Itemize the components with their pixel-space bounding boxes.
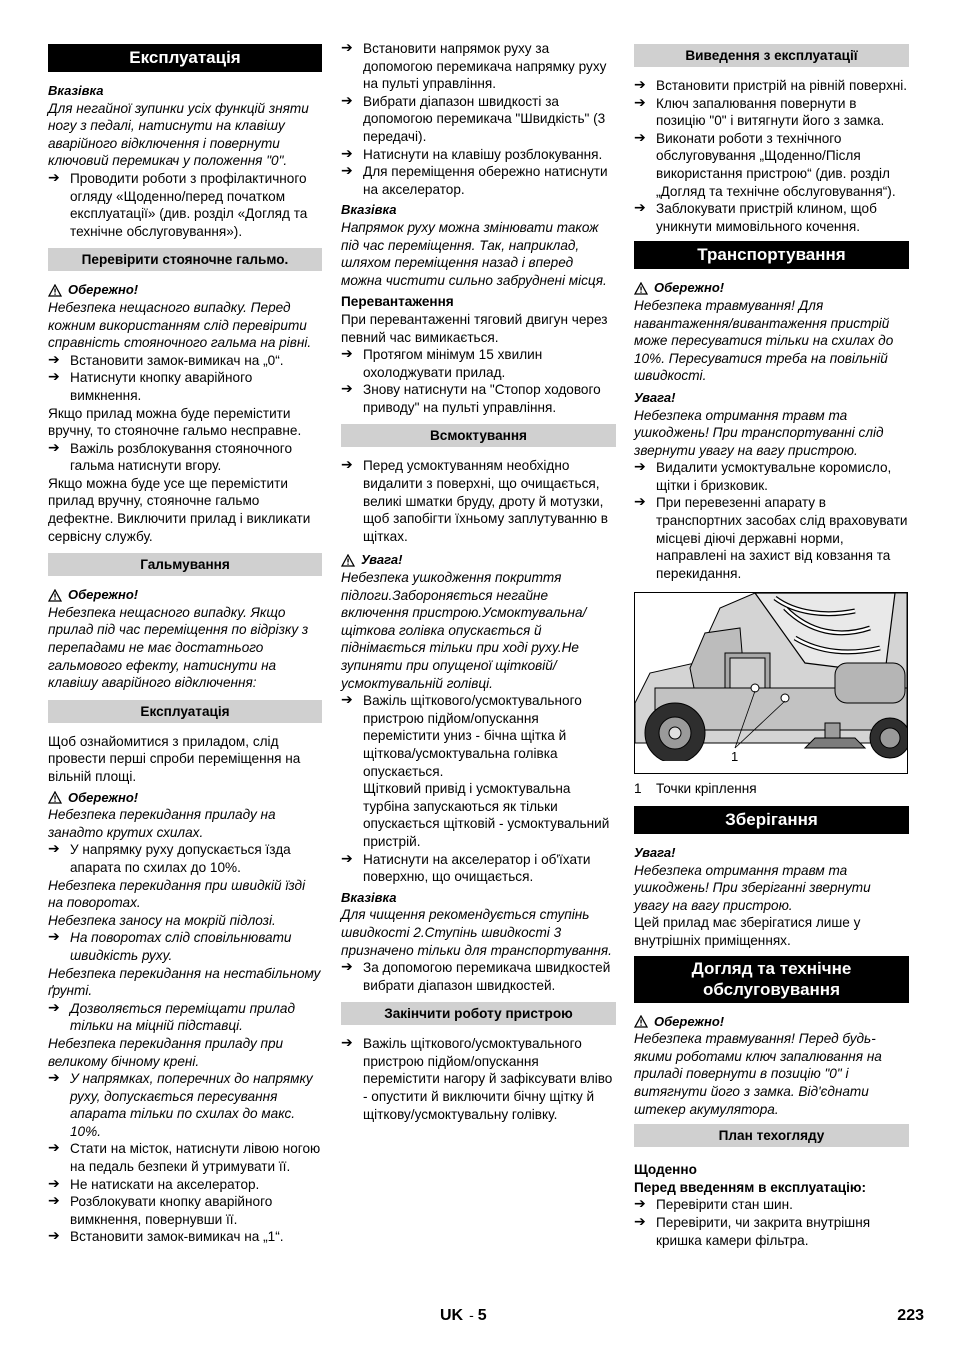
figure-caption — [634, 780, 909, 798]
caption-number: 1 — [634, 781, 642, 797]
note-label: Вказівка — [341, 202, 397, 218]
warning-text: Небезпека перекидання приладу на занадто крутих схилах. — [48, 807, 276, 840]
paragraph: Щітковий привід і усмоктувальна турбіна запускаються як тільки опускається щітковій - усмоктувальний пристрій. — [363, 781, 610, 849]
arrow-icon: ➔ — [341, 381, 353, 398]
page-number: 223 — [897, 1307, 924, 1324]
footer-dash: - — [469, 1307, 474, 1323]
arrow-icon: ➔ — [48, 1070, 60, 1087]
list-item: ➔ Натиснути на акселератор і об'їхати поверхню, що очищається. — [341, 850, 591, 885]
note-text: Напрямок руху можна змінювати також під час переміщення. Так, наприклад, шляхом переміщення назад і вперед можна чистити сильно забруднені місця. — [341, 219, 607, 288]
list-item: ➔ Розблокувати кнопку аварійного вимкнення, повернувши її. — [48, 1193, 273, 1227]
list-item: ➔ Знову натиснути на "Стопор ходового приводу" на пульті управління. — [341, 381, 601, 415]
note-text: Для чищення рекомендується ступінь швидкості 2.Ступінь швидкості 3 призначено тільки для транспортування. — [341, 907, 612, 958]
attention-label: Увага! — [634, 845, 676, 861]
arrow-icon: ➔ — [341, 346, 353, 363]
heading-suction: Всмоктування — [341, 424, 616, 447]
note-text: Для негайної зупинки усіх функцій зняти ногу з педалі, натиснути на клавішу аварійного відключення і повернути ключовий перемикач у положення "0". — [48, 100, 309, 169]
before-label: Перед введенням в експлуатацію: — [634, 1179, 867, 1195]
heading-brake-check: Перевірити стояночне гальмо. — [48, 248, 322, 271]
caution-label: Обережно! — [634, 279, 909, 297]
warning-triangle-icon — [341, 554, 355, 567]
column-2 — [341, 40, 616, 1123]
arrow-icon: ➔ — [634, 494, 646, 511]
arrow-icon: ➔ — [48, 169, 60, 186]
attention-text: Небезпека отримання травм та ушкоджень! При зберіганні звернути увагу на вагу пристрою. — [634, 862, 871, 913]
heading-operation: Експлуатація — [48, 44, 322, 72]
heading-maintenance-plan: План техогляду — [634, 1124, 909, 1147]
warning-text: Небезпека травмування! Для навантаження/вивантаження пристрій може пересуватися тільки на схилах до 10%. Пересуватися треба на повільній швидкості. — [634, 297, 894, 384]
list-item: ➔ Заблокувати пристрій клином, щоб уникнути мимовільного кочення. — [634, 200, 877, 234]
arrow-icon: ➔ — [48, 369, 60, 386]
warning-text: Небезпека нещасного випадку. Перед кожним використанням слід перевірити справність стояночного гальма на рівні. — [48, 299, 312, 351]
heading-storage: Зберігання — [634, 806, 909, 834]
list-item: ➔ Ключ запалювання повернути в позицію "0" і витягнути його з замка. — [634, 94, 885, 129]
machine-tie-down-figure — [634, 592, 908, 774]
heading-decommission: Виведення з експлуатації — [634, 44, 909, 67]
list-item: ➔ Дозволяється переміщати прилад тільки на міцній підставці. — [48, 999, 295, 1034]
arrow-icon: ➔ — [341, 692, 353, 709]
list-item: ➔ У напрямку руху допускається їзда апарата по схилах до 10%. — [48, 841, 291, 875]
arrow-icon: ➔ — [634, 459, 646, 476]
column-3 — [634, 40, 909, 1249]
list-item: ➔ Перевірити стан шин. — [634, 1196, 793, 1213]
arrow-icon: ➔ — [634, 1213, 646, 1230]
list-item: ➔ Стати на місток, натиснути лівою ногою на педаль безпеки й утримувати її. — [48, 1140, 321, 1175]
language-code: UK — [440, 1307, 464, 1324]
list-item: ➔ Важіль щіткового/усмоктувального пристрою підйом/опускання перемістити нагору й зафіксувати вліво - опустити й виключити бічну щітку й щіткову/усмоктувальну голівку. — [341, 1035, 613, 1122]
warning-text: Небезпека перекидання при швидкій їзді на поворотах. — [48, 877, 306, 911]
list-item: ➔ На поворотах слід сповільнювати швидкість руху. — [48, 929, 292, 963]
arrow-icon: ➔ — [341, 959, 353, 976]
list-item: ➔ Встановити замок-вимикач на „0“. — [48, 351, 284, 368]
arrow-icon: ➔ — [634, 94, 646, 111]
list-item: ➔ Важіль розблокування стояночного гальма натиснути вгору. — [48, 439, 293, 474]
caution-label: Обережно! — [48, 586, 322, 604]
note-label: Вказівка — [48, 83, 104, 98]
arrow-icon: ➔ — [341, 1035, 353, 1052]
arrow-icon: ➔ — [48, 1193, 60, 1210]
arrow-icon: ➔ — [634, 200, 646, 217]
heading-operation-2: Експлуатація — [48, 700, 322, 723]
paragraph: При перевантаженні тяговий двигун через певний час вимикається. — [341, 311, 608, 345]
arrow-icon: ➔ — [634, 129, 646, 146]
list-item: ➔ За допомогою перемикача швидкостей вибрати діапазон швидкостей. — [341, 959, 611, 993]
list-item: ➔ Натиснути кнопку аварійного вимкнення. — [48, 369, 253, 403]
note-label: Вказівка — [341, 889, 397, 905]
list-item: ➔ Перевірити, чи закрита внутрішня кришка камери фільтра. — [634, 1213, 871, 1248]
arrow-icon: ➔ — [341, 163, 353, 180]
attention-text: Небезпека ушкодження покриття підлоги.Забороняється негайне включення пристрою.Усмоктувальна/щіткова голівка опускається й піднімається тільки при ході руху.Не зупиняти при опущеної щітковій/усмоктувальній голівці. — [341, 570, 587, 691]
footer-section — [440, 1307, 487, 1325]
list-item: ➔ Встановити напрямок руху за допомогою перемикача напрямку руху на пульті управління. — [341, 40, 607, 92]
warning-triangle-icon — [48, 284, 62, 297]
heading-transport: Транспортування — [634, 241, 909, 269]
caution-label: Обережно! — [634, 1013, 909, 1031]
arrow-icon: ➔ — [48, 1175, 60, 1192]
arrow-icon: ➔ — [48, 841, 60, 858]
paragraph: Якщо можна буде усе ще перемістити прилад вручну, стояночне гальмо дефектне. Виключити прилад і викликати сервісну службу. — [48, 475, 311, 544]
list-item: ➔ У напрямках, поперечних до напрямку руху, допускається пересування апарата тільки по схилах до макс. 10%. — [48, 1070, 313, 1139]
caption-text: Точки кріплення — [656, 781, 757, 797]
heading-finish: Закінчити роботу пристрою — [341, 1002, 616, 1025]
list-item: ➔ Протягом мінімум 15 хвилин охолоджувати прилад. — [341, 346, 543, 380]
attention-text: Небезпека отримання травм та ушкоджень! При транспортуванні слід звернути увагу на вагу пристрою. — [634, 407, 884, 458]
heading-braking: Гальмування — [48, 553, 322, 576]
arrow-icon: ➔ — [48, 351, 60, 368]
arrow-icon: ➔ — [634, 77, 646, 93]
caution-label: Обережно! — [48, 281, 322, 299]
list-item: ➔ Встановити пристрій на рівній поверхні. — [634, 77, 908, 93]
paragraph: Якщо прилад можна буде перемістити вручну, то стояночне гальмо несправне. — [48, 405, 302, 439]
warning-triangle-icon — [634, 282, 648, 295]
section-page-number: 5 — [477, 1307, 487, 1324]
paragraph: Щоб ознайомитися з приладом, слід провести перші спроби переміщення на вільній площі. — [48, 733, 301, 784]
list-item: ➔ Перед усмоктуванням необхідно видалити з поверхні, що очищається, великі шматки бруду, дроту й мотузки, щоб запобігти їхньому заплутуванню в щітках. — [341, 457, 608, 544]
column-1 — [48, 40, 322, 1246]
list-item: ➔ Проводити роботи з профілактичного огляду «Щоденно/перед початком експлуатації» (див. розділ «Догляд та технічне обслуговування»). — [48, 169, 308, 239]
arrow-icon: ➔ — [341, 40, 353, 56]
warning-text: Небезпека заносу на мокрій підлозі. — [48, 912, 276, 928]
warning-triangle-icon — [634, 1015, 648, 1028]
arrow-icon: ➔ — [341, 92, 353, 109]
arrow-icon: ➔ — [48, 439, 60, 456]
figure-callout-number: 1 — [731, 749, 739, 765]
warning-text: Небезпека травмування! Перед будь-якими роботами ключ запалювання на приладі повернути в позицію "0" і витягнути його з замка. Від'єднати штекер акумулятора. — [634, 1031, 882, 1117]
attention-label: Увага! — [634, 389, 676, 405]
warning-text: Небезпека перекидання на нестабільному ґрунті. — [48, 965, 321, 999]
warning-triangle-icon — [48, 791, 62, 804]
arrow-icon: ➔ — [48, 929, 60, 946]
heading-care: Догляд та технічне обслуговування — [634, 956, 909, 1003]
attention-label: Увага! — [341, 551, 616, 569]
list-item: ➔ Натиснути на клавішу розблокування. — [341, 145, 603, 162]
warning-text: Небезпека перекидання приладу при великому бічному крені. — [48, 1035, 284, 1069]
arrow-icon: ➔ — [341, 457, 353, 474]
list-item: ➔ Виконати роботи з технічного обслуговування „Щоденно/Після використання пристрою“ (див. розділ „Догляд та технічне обслуговування“). — [634, 129, 896, 199]
arrow-icon: ➔ — [48, 999, 60, 1016]
warning-text: Небезпека нещасного випадку. Якщо прилад під час переміщення по відрізку з перепадами не має достатнього гальмового ефекту, натиснути на клавішу аварійного відключення: — [48, 604, 309, 691]
arrow-icon: ➔ — [634, 1196, 646, 1213]
list-item: ➔ Вибрати діапазон швидкості за допомогою перемикача "Швидкість" (3 передачі). — [341, 92, 606, 144]
arrow-icon: ➔ — [48, 1140, 60, 1157]
sweeper-illustration — [635, 593, 907, 773]
warning-triangle-icon — [48, 589, 62, 602]
paragraph: Цей прилад має зберігатися лише у внутрішніх приміщеннях. — [634, 915, 861, 948]
daily-label: Щоденно — [634, 1162, 697, 1178]
arrow-icon: ➔ — [341, 850, 353, 867]
list-item: ➔ Встановити замок-вимикач на „1“. — [48, 1228, 284, 1245]
arrow-icon: ➔ — [341, 145, 353, 162]
caution-label: Обережно! — [48, 789, 322, 807]
arrow-icon: ➔ — [48, 1228, 60, 1245]
overload-label: Перевантаження — [341, 294, 454, 310]
list-item: ➔ При перевезенні апарату в транспортних засобах слід враховувати місцеві діючі державні норми, направлені на захист від ковзання та перекидання. — [634, 494, 908, 581]
list-item: ➔ Видалити усмоктувальне коромисло, щітки і бризковик. — [634, 459, 892, 493]
list-item: ➔ Важіль щіткового/усмоктувального пристрою підйом/опускання перемістити униз - бічна щітка й щіткова/усмоктувальна голівка опускається. — [341, 692, 582, 779]
list-item: ➔ Не натискати на акселератор. — [48, 1175, 260, 1192]
list-item: ➔ Для переміщення обережно натиснути на акселератор. — [341, 163, 608, 197]
